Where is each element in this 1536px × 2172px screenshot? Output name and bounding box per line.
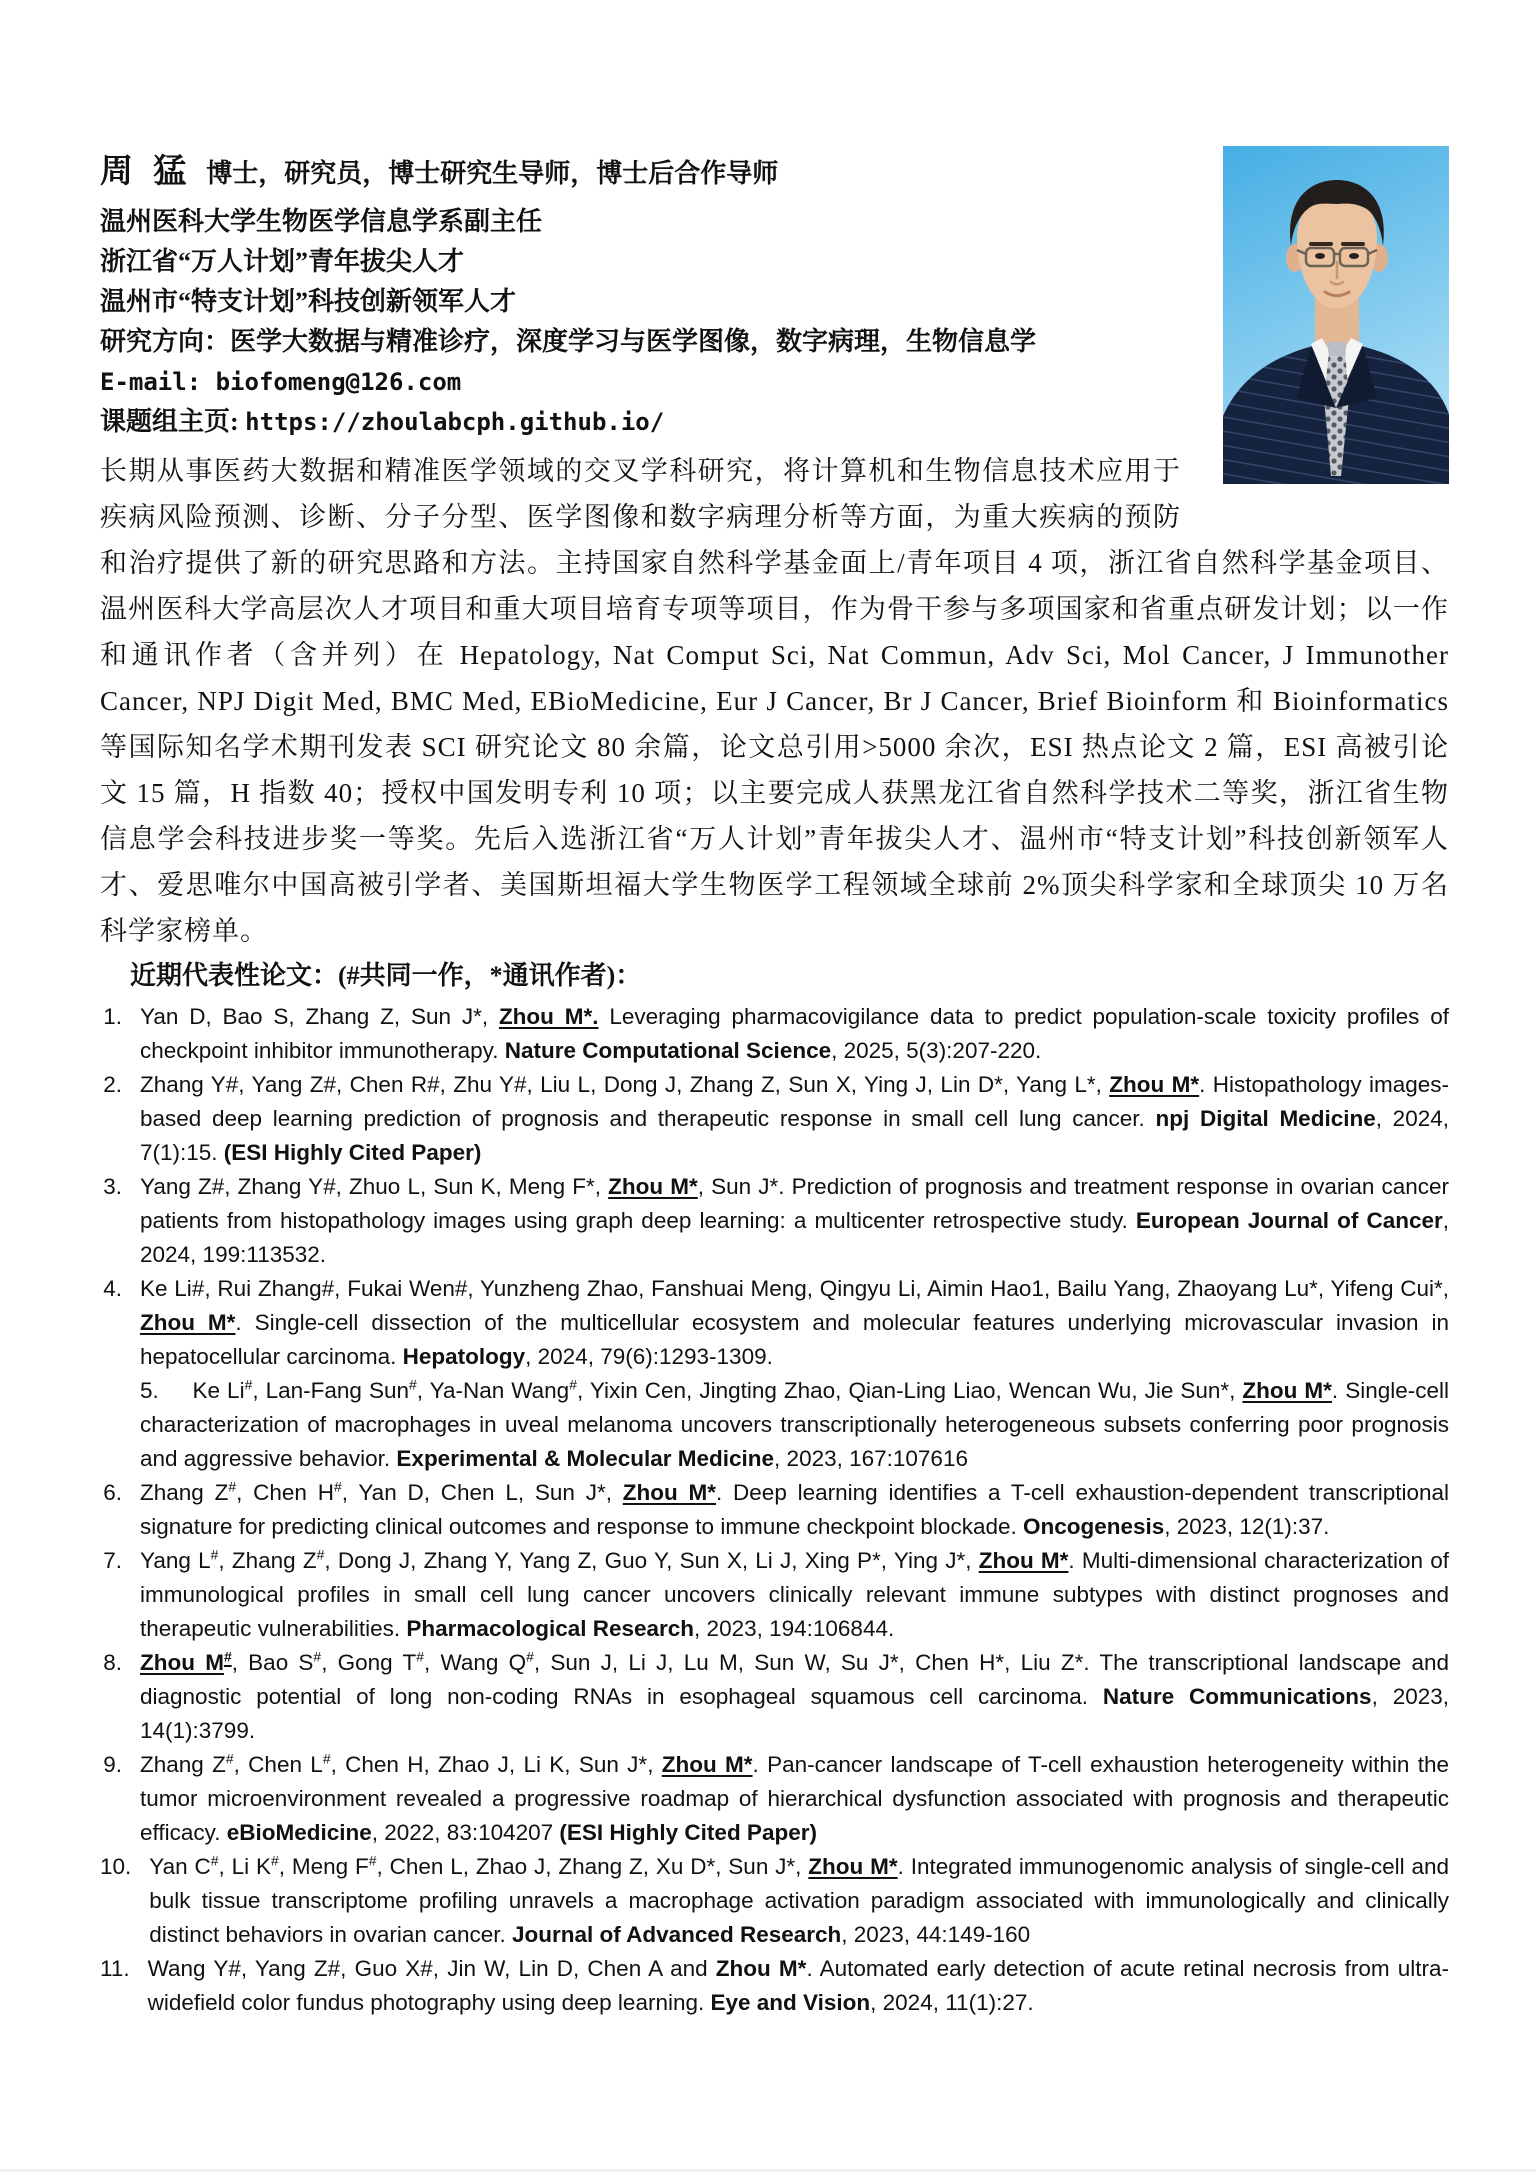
pub-number: 9. bbox=[103, 1752, 122, 1777]
research-direction-line: 研究方向：医学大数据与精准诊疗，深度学习与医学图像，数字病理，生物信息学 bbox=[100, 327, 1037, 356]
pub-text: Yang L#, Zhang Z#, Dong J, Zhang Y, Yang Z, Guo Y, Sun X, Li J, Xing P*, Ying J*, Zhou M*. Multi-dimensional characterization of immunological profiles in small cell lung cancer uncovers clinically relevant immune subtypes with distinct prognoses and therapeutic vulnerabilities. Pharmacological Research, 2023, 194:106844. bbox=[140, 1546, 1449, 1641]
portrait-photo-graphic bbox=[1223, 146, 1449, 484]
publication-item bbox=[100, 1000, 1449, 1068]
pub-number: 1. bbox=[103, 1004, 122, 1029]
pub-text: Zhou M#, Bao S#, Gong T#, Wang Q#, Sun J, Li J, Lu M, Sun W, Su J*, Chen H*, Liu Z*. The transcriptional landscape and diagnostic potential of long non-coding RNAs in esophageal squamous cell carcinoma. Nature Communications, 2023, 14(1):3799. bbox=[140, 1648, 1449, 1743]
pub-text: Zhang Z#, Chen H#, Yan D, Chen L, Sun J*, Zhou M*. Deep learning identifies a T-cell exhaustion-dependent transcriptional signature for predicting clinical outcomes and response to immune checkpoint blockade. Oncogenesis, 2023, 12(1):37. bbox=[140, 1478, 1449, 1539]
publication-item bbox=[100, 1272, 1449, 1374]
pub-number: 10. bbox=[100, 1854, 132, 1879]
pub-number: 3. bbox=[103, 1174, 122, 1199]
pub-text: Wang Y#, Yang Z#, Guo X#, Jin W, Lin D, Chen A and Zhou M*. Automated early detection of acute retinal necrosis from ultra-widefield color fundus photography using deep learning. Eye and Vision, 2024, 11(1):27. bbox=[147, 1956, 1450, 2015]
publication-item bbox=[100, 1068, 1449, 1170]
talent-line-2: 温州市“特支计划”科技创新领军人才 bbox=[100, 287, 517, 316]
publication-item bbox=[100, 1646, 1449, 1748]
pub-number: 6. bbox=[103, 1480, 122, 1505]
email-line: E-mail: biofomeng@126.com bbox=[100, 368, 462, 396]
pub-text: Zhang Y#, Yang Z#, Chen R#, Zhu Y#, Liu L, Dong J, Zhang Z, Sun X, Ying J, Lin D*, Yang L*, Zhou M*. Histopathology images-based deep learning prediction of prognosis and therapeutic response in small cell lung cancer. npj Digital Medicine, 2024, 7(1):15. (ESI Highly Cited Paper) bbox=[140, 1072, 1449, 1165]
pub-text: Yang Z#, Zhang Y#, Zhuo L, Sun K, Meng F*, Zhou M*, Sun J*. Prediction of prognosis and treatment response in ovarian cancer patients from histopathology images using graph deep learning: a multicenter retrospective study. European Journal of Cancer, 2024, 199:113532. bbox=[140, 1174, 1450, 1267]
pub-number: 4. bbox=[103, 1276, 122, 1301]
pub-text: Yan C#, Li K#, Meng F#, Chen L, Zhao J, Zhang Z, Xu D*, Sun J*, Zhou M*. Integrated immunogenomic analysis of single-cell and bulk tissue transcriptome profiling unravels a macrophage activation paradigm associated with immunologically and clinically distinct behaviors in ovarian cancer. Journal of Advanced Research, 2023, 44:149-160 bbox=[149, 1852, 1449, 1947]
pub-inline-number: 5. bbox=[140, 1378, 193, 1403]
publication-item bbox=[100, 1850, 1449, 1952]
publication-list bbox=[100, 1000, 1449, 2020]
homepage-label: 课题组主页: bbox=[100, 407, 246, 436]
talent-line-1: 浙江省“万人计划”青年拔尖人才 bbox=[100, 247, 465, 276]
person-name: 周 猛 bbox=[100, 154, 193, 190]
publication-item bbox=[100, 1748, 1449, 1850]
homepage-url[interactable]: https://zhoulabcph.github.io/ bbox=[245, 408, 665, 436]
publication-item bbox=[100, 1544, 1449, 1646]
portrait-photo bbox=[1223, 146, 1449, 484]
publication-item bbox=[100, 1170, 1449, 1272]
person-titles: 博士，研究员，博士研究生导师，博士后合作导师 bbox=[206, 159, 779, 188]
pub-number: 7. bbox=[103, 1548, 122, 1573]
pub-text: Yan D, Bao S, Zhang Z, Sun J*, Zhou M*. Leveraging pharmacovigilance data to predict population-scale toxicity profiles of checkpoint inhibitor immunotherapy. Nature Computational Science, 2025, 5(3):207-220. bbox=[140, 1004, 1449, 1063]
affiliation-line: 温州医科大学生物医学信息学系副主任 bbox=[100, 207, 543, 236]
pub-text: Zhang Z#, Chen L#, Chen H, Zhao J, Li K, Sun J*, Zhou M*. Pan-cancer landscape of T-cell exhaustion heterogeneity within the tumor microenvironment revealed a progressive roadmap of hierarchical dysfunction associated with prognosis and therapeutic efficacy. eBioMedicine, 2022, 83:104207 (ESI Highly Cited Paper) bbox=[140, 1750, 1450, 1845]
pub-number: 11. bbox=[100, 1956, 130, 1981]
publication-item bbox=[100, 1952, 1449, 2020]
pub-number: 2. bbox=[103, 1072, 122, 1097]
pub-text: 5. Ke Li#, Lan-Fang Sun#, Ya-Nan Wang#, Yixin Cen, Jingting Zhao, Qian-Ling Liao, Wencan Wu, Jie Sun*, Zhou M*. Single-cell characterization of macrophages in uveal melanoma uncovers transcriptionally heterogeneous subsets conferring poor prognosis and aggressive behavior. Experimental & Molecular Medicine, 2023, 167:107616 bbox=[140, 1376, 1449, 1471]
publication-item bbox=[100, 1476, 1449, 1544]
publication-item bbox=[100, 1374, 1449, 1476]
bio-paragraph: 长期从事医药大数据和精准医学领域的交叉学科研究，将计算机和生物信息技术应用于疾病风险预测、诊断、分子分型、医学图像和数字病理分析等方面，为重大疾病的预防和治疗提供了新的研究思路和方法。主持国家自然科学基金面上/青年项目 4 项，浙江省自然科学基金项目、 温州医科大学高层次人才项目和重大项目培育专项等项目，作为骨干参与多项国家和省重点研发计划；以一作和通讯作者（含并列）在 Hepatology, Nat Comput Sci, Nat Commun, Adv Sci, Mol Cancer, J Immunother Cancer, NPJ Digit Med, BMC Med, EBioMedicine, Eur J Cancer, Br J Cancer, Brief Bioinform 和 Bioinformatics 等国际知名学术期刊发表 SCI 研究论文 80 余篇，论文总引用>5000 余次，ESI 热点论文 2 篇，ESI 高被引论文 15 篇，H 指数 40；授权中国发明专利 10 项；以主要完成人获黑龙江省自然科学技术二等奖，浙江省生物信息学会科技进步奖一等奖。先后入选浙江省“万人计划”青年拔尖人才、温州市“特支计划”科技创新领军人才、爱思唯尔中国高被引学者、美国斯坦福大学生物医学工程领域全球前 2%顶尖科学家和全球顶尖 10 万名科学家榜单。 bbox=[100, 456, 1449, 946]
pub-number: 8. bbox=[103, 1650, 122, 1675]
publications-heading: 近期代表性论文：(#共同一作，*通讯作者)： bbox=[130, 961, 642, 990]
pub-text: Ke Li#, Rui Zhang#, Fukai Wen#, Yunzheng Zhao, Fanshuai Meng, Qingyu Li, Aimin Hao1, Bailu Yang, Zhaoyang Lu*, Yifeng Cui*, Zhou M*. Single-cell dissection of the multicellular ecosystem and molecular features underlying microvascular invasion in hepatocellular carcinoma. Hepatology, 2024, 79(6):1293-1309. bbox=[140, 1276, 1449, 1369]
